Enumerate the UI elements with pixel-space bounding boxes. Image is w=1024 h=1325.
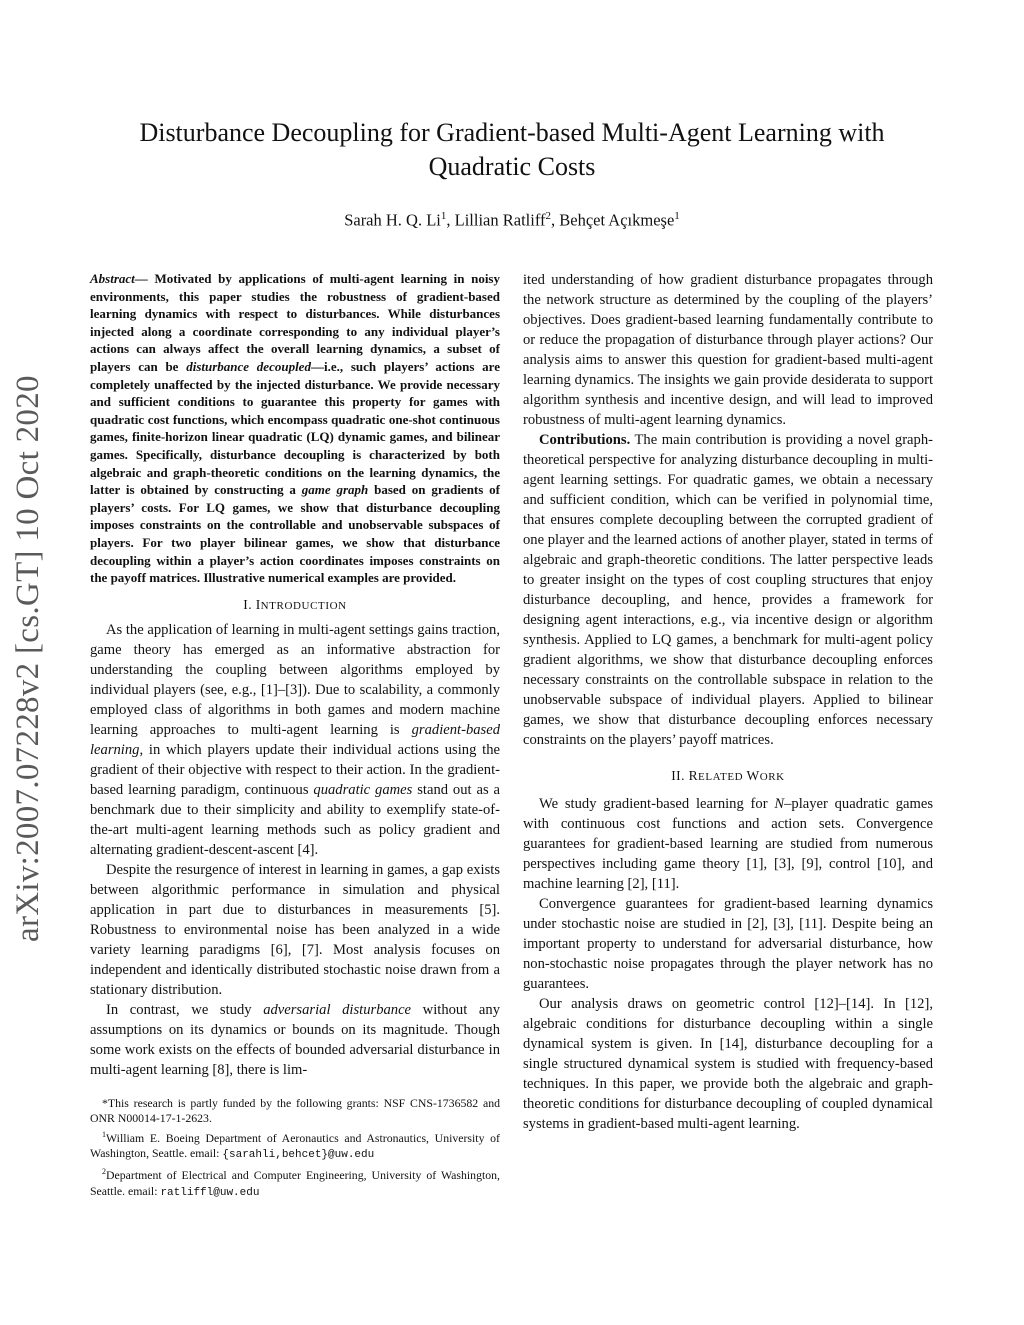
right-column <box>523 270 933 1134</box>
abstract-text: — Motivated by applications of multi-agent learning in noisy environments, this paper studies the robustness of gradient-based learning dynamics with respect to disturbances. While disturbances injected along a coordinate corresponding to any individual player’s actions can always affect the overall learning dynamics, a subset of players can be <box>90 271 500 374</box>
heading-part: NTRODUCTION <box>260 599 347 612</box>
emphasis: adversarial disturbance <box>263 1001 412 1018</box>
text: As the application of learning in multi-agent settings gains traction, game theory has emerged as an informative abstraction for understanding the coupling between algorithms employed by individual players (see, e.g., [1]–[3]). Due to scalability, a commonly employed class of algorithms in both games and modern machine learning approaches to multi-agent learning is <box>90 621 500 738</box>
text: The main contribution is providing a novel graph-theoretical perspective for analyzing disturbance decoupling in multi-agent learning settings. For quadratic games, we obtain a necessary and sufficient condition, which can be verified in polynomial time, that ensures complete decoupling between the corrupted gradient of one player and the learned actions of another player, stated in terms of algebraic and graph-theoretic conditions. The latter perspective leads to greater insight on the types of cost coupling structures that enjoy disturbance decoupling, and hence, provides a framework for designing agent interactions, e.g., via incentive design or algorithm synthesis. Applied to LQ games, a benchmark for multi-agent policy gradient algorithms, we show that disturbance decoupling enforces necessary constraints on the controllable subspace in relation to the unobservable subspace of individual players. Applied to bilinear games, we show that disturbance decoupling enforces necessary constraints on the players’ payoff matrices. <box>523 432 933 748</box>
author-name: Sarah H. Q. Li <box>344 210 441 230</box>
text: , in which players update their individual actions using the gradient of their objective with respect to their action. In the gradient-based learning paradigm, continuous <box>90 741 500 798</box>
section-heading-introduction <box>90 597 500 613</box>
text: –player quadratic games with continuous cost functions and action sets. Convergence guarantees for gradient-based learning are studied from numerous perspectives including game theory [1], [3], [9], control [10], and machine learning [2], [11]. <box>523 796 933 892</box>
text: We study gradient-based learning for <box>539 796 775 812</box>
affiliation-mark: 1 <box>440 210 447 222</box>
text: stand out as a benchmark due to their simplicity and ability to exemplify state-of-the-art multi-agent learning methods such as policy gradient and alternating gradient-descent-ascent [4]. <box>90 781 500 858</box>
paragraph: ited understanding of how gradient disturbance propagates through the network structure as determined by the coupling of the players’ objectives. Does gradient-based learning fundamentally contribute to or reduce the propagation of disturbance through player actions? Our analysis aims to answer this question for gradient-based multi-agent learning dynamics. The insights we gain provide desiderata to support algorithm synthesis and incentive design, and will lead to improved robustness of multi-agent learning dynamics. <box>523 272 933 428</box>
paragraph <box>90 1000 500 1080</box>
section-heading-related-work <box>523 768 933 784</box>
footnote-affiliation-1 <box>90 1127 500 1164</box>
text: Department of Electrical and Computer Engineering, University of Washington, Seattle. email: <box>90 1167 500 1198</box>
paragraph: Despite the resurgence of interest in learning in games, a gap exists between algorithmic performance in simulation and physical application in part due to disturbances in measurements [5]. Robustness to environmental noise has been analyzed in a wide variety learning paradigms [6], [7]. Most analysis focuses on independent and identically distributed stochastic noise drawn from a stationary distribution. <box>90 861 500 998</box>
contributions-label: Contributions. <box>539 432 631 448</box>
email-link[interactable]: {sarahli,behcet}@uw.edu <box>222 1149 375 1162</box>
text: William E. Boeing Department of Aeronautics and Astronautics, University of Washington, Seattle. email: <box>90 1130 500 1161</box>
author-name: Behçet Açıkmeşe <box>559 210 675 230</box>
title-line-1: Disturbance Decoupling for Gradient-based Multi-Agent Learning with <box>139 118 885 147</box>
abstract-text: —i.e., such players’ actions are completely unaffected by the injected disturbance. We provide necessary and sufficient conditions to guarantee this property for games with quadratic cost functions, which encompass quadratic one-shot continuous games, finite-horizon linear quadratic (LQ) dynamic games, and bilinear games. Specifically, disturbance decoupling is characterized by both algebraic and graph-theoretic conditions on the learning dynamics, the latter is obtained by constructing a <box>90 358 500 498</box>
math-variable: N <box>774 796 785 812</box>
affiliation-mark: 1 <box>674 210 680 222</box>
paragraph <box>523 794 933 894</box>
footnote-mark: 2 <box>102 1166 106 1176</box>
footnote-mark: 1 <box>102 1129 106 1139</box>
emphasis: quadratic games <box>313 781 413 798</box>
paragraph <box>90 620 500 860</box>
text: without any assumptions on its dynamics or bounds on its magnitude. Though some work exists on the effects of bounded adversarial disturbance in multi-agent learning [8], there is lim- <box>90 1001 500 1078</box>
affiliation-mark: 2 <box>545 210 552 222</box>
footnotes <box>90 1096 500 1201</box>
paragraph: Our analysis draws on geometric control [12]–[14]. In [12], algebraic conditions for disturbance decoupling within a single dynamical system is given. In [14], disturbance decoupling for a single structured dynamical system is studied with frequency-based techniques. In this paper, we provide both the algebraic and graph-theoretic conditions for disturbance decoupling of coupled dynamical systems in gradient-based multi-agent learning. <box>523 996 933 1132</box>
text: In contrast, we study <box>106 1001 264 1018</box>
heading-part: I. I <box>243 596 261 612</box>
footnote-affiliation-2 <box>90 1164 500 1201</box>
left-column <box>90 270 500 1201</box>
paragraph-contributions <box>523 430 933 750</box>
author-name: Lillian Ratliff <box>454 210 546 230</box>
emphasis: gradient-based learning <box>90 721 500 758</box>
abstract-label: Abstract <box>90 271 135 286</box>
abstract-text: based on gradients of players’ costs. For LQ games, we show that disturbance decoupling imposes constraints on the controllable and unobservable subspaces of players. For two player bilinear games, we show that disturbance decoupling within a player’s action coordinates imposes constraints on the payoff matrices. Illustrative numerical examples are provided. <box>90 482 500 586</box>
email-link[interactable]: ratliffl@uw.edu <box>160 1186 260 1199</box>
author-list: Sarah H. Q. Li$^1$, Lillian Ratliff$^2$, Behçet Açıkmeşe$^1$ <box>344 210 680 230</box>
abstract-emphasis: disturbance decoupled <box>186 358 311 374</box>
footnote-funding: *This research is partly funded by the following grants: NSF CNS-1736582 and ONR N00014-17-1-2623. <box>90 1095 500 1126</box>
paper-title <box>100 116 924 184</box>
heading-part: ELATED <box>698 771 747 783</box>
abstract-emphasis: game graph <box>301 482 369 498</box>
title-line-2: Quadratic Costs <box>428 152 596 181</box>
paragraph: Convergence guarantees for gradient-based learning dynamics under stochastic noise are studied in [2], [3], [11]. Despite being an important property to understand for adversarial disturbance, how non-stochastic noise propagates through the player network has no guarantees. <box>523 896 933 992</box>
arxiv-identifier: arXiv:2007.07228v2 [cs.GT] 10 Oct 2020 <box>10 375 46 942</box>
abstract <box>90 270 500 587</box>
heading-part: II. R <box>671 768 699 783</box>
heading-part: W <box>746 768 760 783</box>
heading-part: ORK <box>759 771 785 783</box>
